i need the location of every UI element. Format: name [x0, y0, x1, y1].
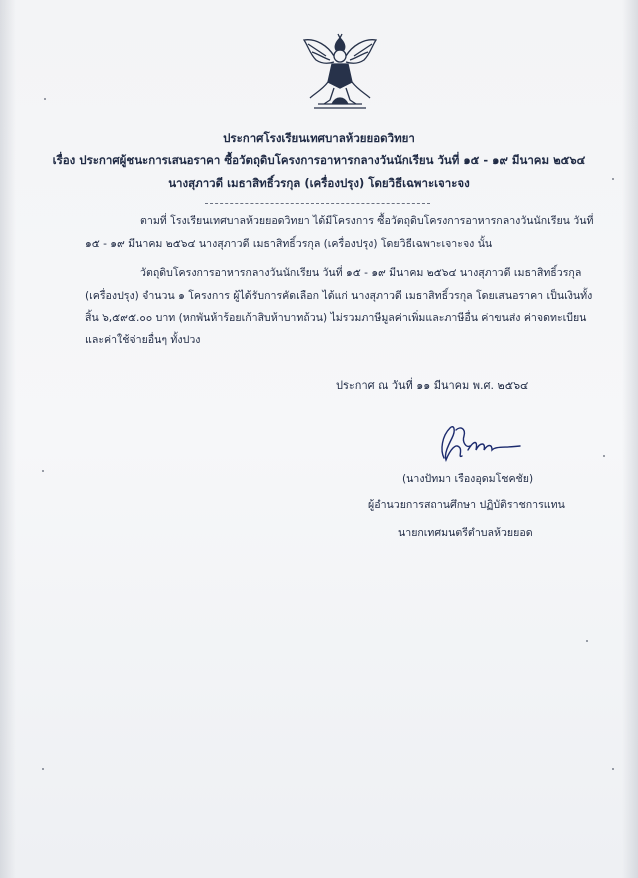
- handwritten-signature: [430, 420, 525, 470]
- paragraph-1-line-1: ตามที่ โรงเรียนเทศบาลห้วยยอดวิทยา ได้มีโครงการ ซื้อวัตถุดิบโครงการอาหารกลางวันนักเรียน วันที่: [140, 215, 594, 227]
- paragraph-1-line-2: ๑๕ - ๑๙ มีนาคม ๒๕๖๔ นางสุภาวดี เมธาสิทธิ์วรกุล (เครื่องปรุง) โดยวิธีเฉพาะเจาะจง นั้น: [85, 238, 493, 250]
- signer-name: (นางปัทมา เรืองอุดมโชคชัย): [402, 473, 534, 485]
- scan-speck: [42, 768, 44, 770]
- scan-speck: [603, 455, 605, 457]
- dashed-divider: [205, 203, 430, 204]
- scan-speck: [42, 470, 44, 472]
- paragraph-2-line-4: และค่าใช้จ่ายอื่นๆ ทั้งปวง: [85, 334, 201, 346]
- scan-speck: [44, 98, 46, 100]
- subject-line: เรื่อง ประกาศผู้ชนะการเสนอราคา ซื้อวัตถุดิบโครงการอาหารกลางวันนักเรียน วันที่ ๑๕ - ๑๙ มีนาคม ๒๕๖๔: [52, 153, 586, 167]
- garuda-emblem-icon: [298, 32, 382, 112]
- subject-line-continued: นางสุภาวดี เมธาสิทธิ์วรกุล (เครื่องปรุง) โดยวิธีเฉพาะเจาะจง: [168, 176, 470, 190]
- scan-speck: [612, 178, 614, 180]
- paragraph-2-line-2: (เครื่องปรุง) จำนวน ๑ โครงการ ผู้ได้รับการคัดเลือก ได้แก่ นางสุภาวดี เมธาสิทธิ์วรกุล โดยเสนอราคา เป็นเงินทั้ง: [85, 290, 593, 302]
- paragraph-2-line-1: วัตถุดิบโครงการอาหารกลางวันนักเรียน วันที่ ๑๕ - ๑๙ มีนาคม ๒๕๖๔ นางสุภาวดี เมธาสิทธิ์วรกุล: [140, 267, 582, 279]
- signer-authority: นายกเทศมนตรีตำบลห้วยยอด: [398, 527, 533, 539]
- scan-speck: [586, 640, 588, 642]
- issue-date: ประกาศ ณ วันที่ ๑๑ มีนาคม พ.ศ. ๒๕๖๔: [336, 379, 529, 392]
- announcement-title: ประกาศโรงเรียนเทศบาลห้วยยอดวิทยา: [223, 131, 415, 145]
- paragraph-2-line-3: สิ้น ๖,๕๙๕.๐๐ บาท (หกพันห้าร้อยเก้าสิบห้าบาทถ้วน) ไม่รวมภาษีมูลค่าเพิ่มและภาษีอื่น ค่าขนส่ง ค่าจดทะเบียน: [85, 312, 587, 324]
- signer-title: ผู้อำนวยการสถานศึกษา ปฏิบัติราชการแทน: [368, 499, 565, 511]
- scan-speck: [612, 768, 614, 770]
